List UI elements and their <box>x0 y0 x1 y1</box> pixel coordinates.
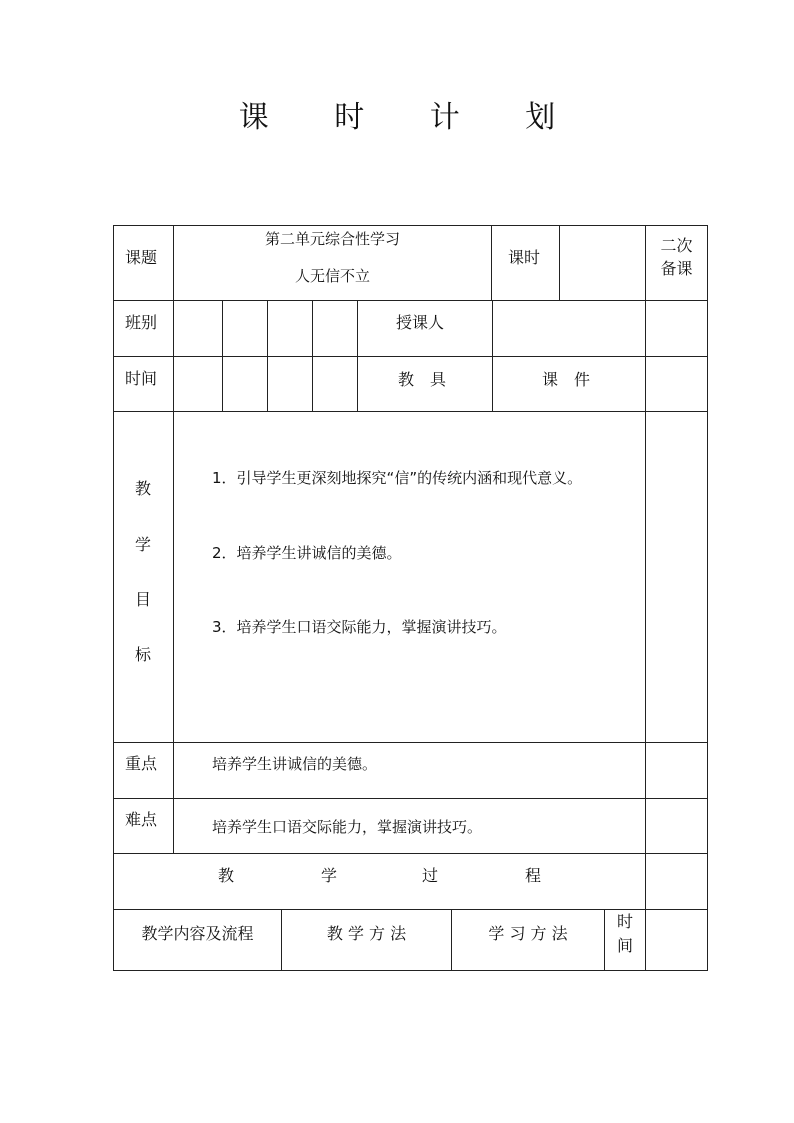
objective-item: 1．引导学生更深刻地探究“信”的传统内涵和现代意义。 <box>212 469 583 487</box>
column-divider <box>312 300 313 411</box>
column-divider <box>173 225 174 853</box>
process-char: 程 <box>525 866 542 885</box>
process-char: 学 <box>321 866 338 885</box>
process-char: 过 <box>422 866 439 885</box>
time-header-1: 时 <box>616 912 633 931</box>
objectives-label-char: 学 <box>135 535 152 554</box>
row-divider <box>113 853 708 854</box>
row-divider <box>113 909 708 910</box>
key-point-label: 重点 <box>125 754 158 773</box>
objectives-label-char: 标 <box>135 645 152 664</box>
row-divider <box>113 798 708 799</box>
teacher-label: 授课人 <box>396 313 445 332</box>
column-divider <box>222 300 223 411</box>
difficulty-text: 培养学生口语交际能力，掌握演讲技巧。 <box>212 818 483 836</box>
row-divider <box>113 742 708 743</box>
objective-item: 2．培养学生讲诚信的美德。 <box>212 544 402 562</box>
objectives-label-char: 目 <box>135 590 152 609</box>
table-border-top <box>113 225 708 226</box>
learning-method-header: 学 习 方 法 <box>488 924 568 943</box>
column-divider <box>492 300 493 411</box>
teaching-method-header: 教 学 方 法 <box>326 924 407 943</box>
content-flow-header: 教学内容及流程 <box>141 924 254 943</box>
second-prep-label-1: 二次 <box>660 236 693 255</box>
page-title: 课 时 计 划 <box>238 100 584 135</box>
table-border-left <box>113 225 114 971</box>
teaching-tools-label: 教 具 <box>398 370 447 389</box>
time-label: 时间 <box>125 369 158 388</box>
row-divider <box>113 411 708 412</box>
table-border-right <box>707 225 708 971</box>
key-point-text: 培养学生讲诚信的美德。 <box>212 755 378 773</box>
difficulty-label: 难点 <box>125 810 158 829</box>
time-header-2: 间 <box>616 936 633 955</box>
topic-line-2: 人无信不立 <box>294 267 370 285</box>
objectives-label-char: 教 <box>135 479 152 498</box>
table-border-bottom <box>113 970 708 971</box>
column-divider <box>559 225 560 300</box>
column-divider <box>645 225 646 971</box>
courseware-label: 课 件 <box>542 370 591 389</box>
column-divider <box>267 300 268 411</box>
class-label: 班别 <box>125 313 158 332</box>
period-label: 课时 <box>508 248 541 267</box>
column-divider <box>491 225 492 300</box>
second-prep-label-2: 备课 <box>660 259 693 278</box>
column-divider <box>357 300 358 411</box>
row-divider <box>113 356 708 357</box>
objective-item: 3．培养学生口语交际能力，掌握演讲技巧。 <box>212 618 507 636</box>
process-char: 教 <box>218 866 235 885</box>
row-divider <box>113 300 708 301</box>
topic-line-1: 第二单元综合性学习 <box>264 230 400 248</box>
topic-label: 课题 <box>125 248 158 267</box>
